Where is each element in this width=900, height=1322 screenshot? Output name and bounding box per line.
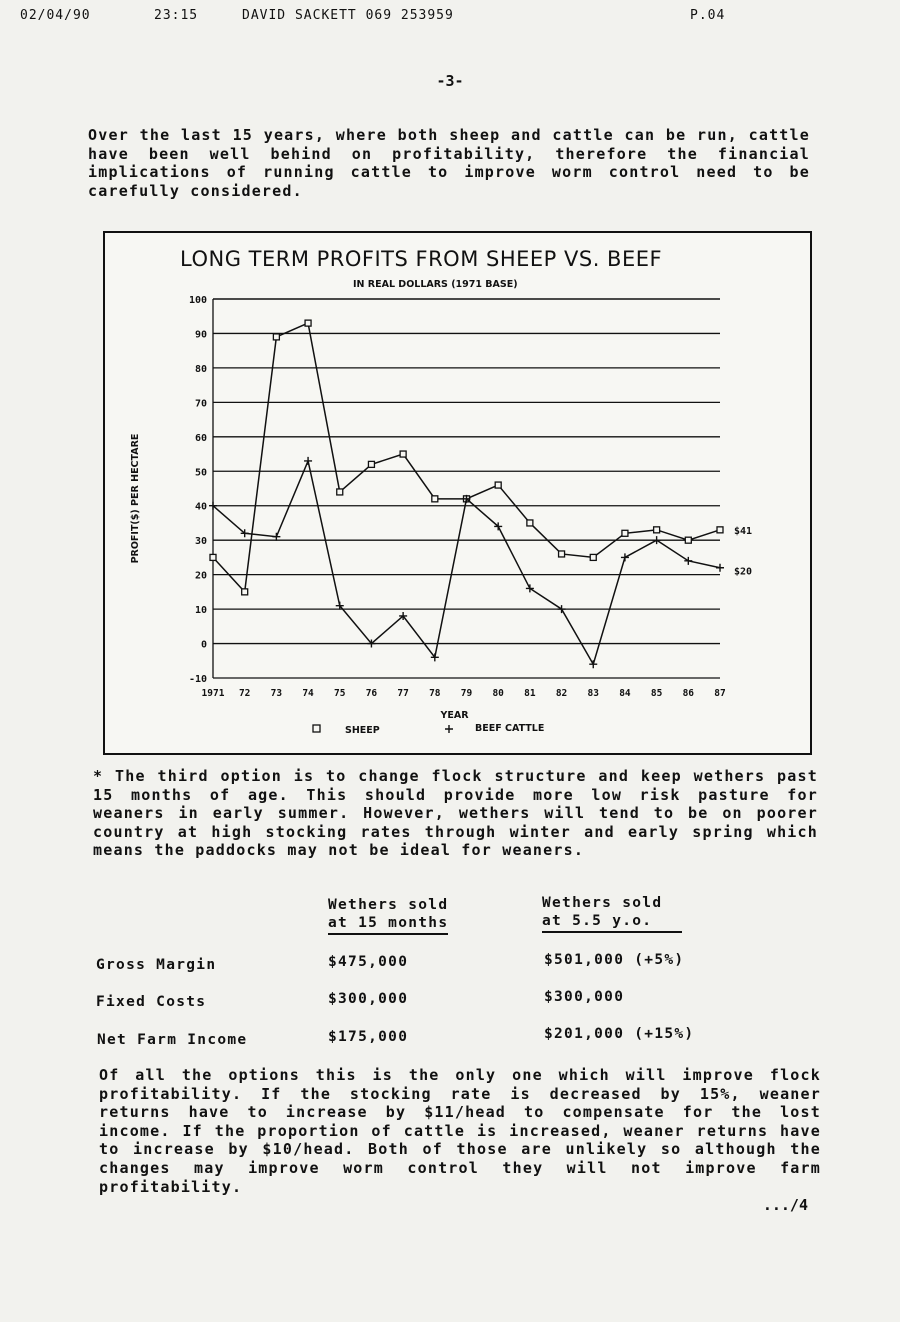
- fax-sender: DAVID SACKETT 069 253959: [242, 8, 454, 23]
- x-tick-label: 87: [714, 688, 726, 699]
- y-axis-label: PROFIT($) PER HECTARE: [130, 433, 141, 564]
- end-value-label: $41: [734, 525, 753, 537]
- x-tick-label: 83: [587, 688, 599, 699]
- row-net-farm-income-v2: $201,000 (+15%): [544, 1026, 695, 1042]
- fax-page: P.04: [690, 8, 726, 23]
- col1-header-line1: Wethers sold: [328, 897, 449, 913]
- sheep-point: [622, 530, 628, 536]
- sheep-point: [654, 527, 660, 533]
- col1-header-line2: at 15 months: [328, 915, 448, 935]
- x-tick-label: 73: [270, 688, 283, 699]
- y-tick-label: 60: [194, 432, 207, 444]
- x-tick-label: 77: [397, 688, 409, 699]
- x-tick-label: 78: [429, 688, 441, 699]
- sheep-point: [305, 320, 311, 326]
- beef-point: [684, 557, 692, 565]
- legend-sheep-label: SHEEP: [345, 725, 380, 736]
- x-axis-label: YEAR: [440, 710, 469, 721]
- chart-subtitle: IN REAL DOLLARS (1971 BASE): [353, 279, 518, 290]
- fax-header: [20, 8, 880, 28]
- page-number: -3-: [436, 72, 464, 90]
- series-line-sheep: [213, 323, 720, 592]
- y-tick-label: -10: [188, 674, 207, 685]
- chart-canvas: [105, 233, 810, 753]
- x-tick-label: 86: [682, 688, 695, 699]
- row-gross-margin-v2: $501,000 (+5%): [544, 952, 685, 968]
- row-fixed-costs-v1: $300,000: [328, 991, 409, 1007]
- legend-beef-label: BEEF CATTLE: [475, 723, 545, 734]
- closing-paragraph: Of all the options this is the only one which will improve flock profitability. If the stocking rate is decreased by 15%, weaner returns have to increase by $11/head to compensate for the lost income. If the proportion of cattle is increased, weaner returns have to increase by $10/head. Both of those are unlikely so although the changes may improve worm control they will not improve farm profitability.: [99, 1066, 821, 1196]
- y-tick-label: 70: [194, 398, 207, 410]
- x-tick-label: 72: [238, 688, 251, 699]
- x-tick-label: 81: [524, 688, 536, 699]
- legend-beef-marker: [445, 725, 453, 733]
- col2-header-line1: Wethers sold: [542, 895, 663, 911]
- sheep-point: [368, 461, 374, 467]
- legend-sheep-marker: [313, 725, 320, 732]
- beef-point: [653, 536, 661, 544]
- row-fixed-costs-v2: $300,000: [544, 989, 625, 1005]
- x-tick-label: 80: [492, 688, 504, 699]
- x-tick-label: 1971: [201, 688, 225, 699]
- profit-chart: [103, 231, 812, 755]
- sheep-point: [717, 527, 723, 533]
- beef-point: [558, 605, 566, 613]
- sheep-point: [337, 489, 343, 495]
- row-net-farm-income-label: Net Farm Income: [97, 1032, 248, 1048]
- beef-point: [589, 660, 597, 668]
- continuation-marker: .../4: [762, 1196, 808, 1214]
- x-tick-label: 82: [555, 688, 568, 699]
- sheep-point: [527, 520, 533, 526]
- option-paragraph: * The third option is to change flock structure and keep wethers past 15 months of age. This should provide more low risk pasture for weaners in early summer. However, wethers will tend to be on poorer country at high stocking rates through winter and early spring which means the paddocks may not be ideal for weaners.: [93, 767, 818, 860]
- y-tick-label: 30: [194, 536, 207, 548]
- end-value-label: $20: [734, 566, 753, 578]
- sheep-point: [495, 482, 501, 488]
- fax-date: 02/04/90: [20, 8, 91, 23]
- beef-point: [526, 584, 534, 592]
- intro-paragraph: Over the last 15 years, where both sheep and cattle can be run, cattle have been well behind on profitability, therefore the financial implications of running cattle to improve worm control need to be carefully considered.: [88, 126, 810, 200]
- beef-point: [304, 457, 312, 465]
- sheep-point: [685, 537, 691, 543]
- sheep-point: [273, 334, 279, 340]
- row-fixed-costs-label: Fixed Costs: [96, 994, 207, 1010]
- x-tick-label: 85: [650, 688, 663, 699]
- y-tick-label: 50: [194, 467, 207, 479]
- row-net-farm-income-v1: $175,000: [328, 1029, 409, 1045]
- x-tick-label: 76: [365, 688, 378, 699]
- beef-point: [621, 553, 629, 561]
- fax-time: 23:15: [154, 8, 199, 23]
- col2-header-line2: at 5.5 y.o.: [542, 913, 682, 933]
- sheep-point: [400, 451, 406, 457]
- x-tick-label: 79: [460, 688, 473, 699]
- x-tick-label: 84: [619, 688, 631, 699]
- y-tick-label: 10: [194, 605, 207, 617]
- y-tick-label: 20: [194, 570, 207, 582]
- sheep-point: [242, 589, 248, 595]
- y-tick-label: 40: [194, 501, 207, 513]
- x-tick-label: 74: [302, 688, 314, 699]
- chart-title: LONG TERM PROFITS FROM SHEEP VS. BEEF: [180, 247, 663, 271]
- y-tick-label: 100: [188, 295, 207, 306]
- row-gross-margin-v1: $475,000: [328, 954, 409, 970]
- sheep-point: [210, 554, 216, 560]
- series-line-beef: [213, 461, 720, 664]
- y-tick-label: 80: [194, 363, 207, 375]
- sheep-point: [432, 496, 438, 502]
- x-tick-label: 75: [334, 688, 346, 699]
- sheep-point: [559, 551, 565, 557]
- sheep-point: [590, 554, 596, 560]
- y-tick-label: 0: [200, 639, 207, 651]
- y-tick-label: 90: [194, 329, 207, 341]
- row-gross-margin-label: Gross Margin: [96, 957, 217, 973]
- beef-point: [716, 564, 724, 572]
